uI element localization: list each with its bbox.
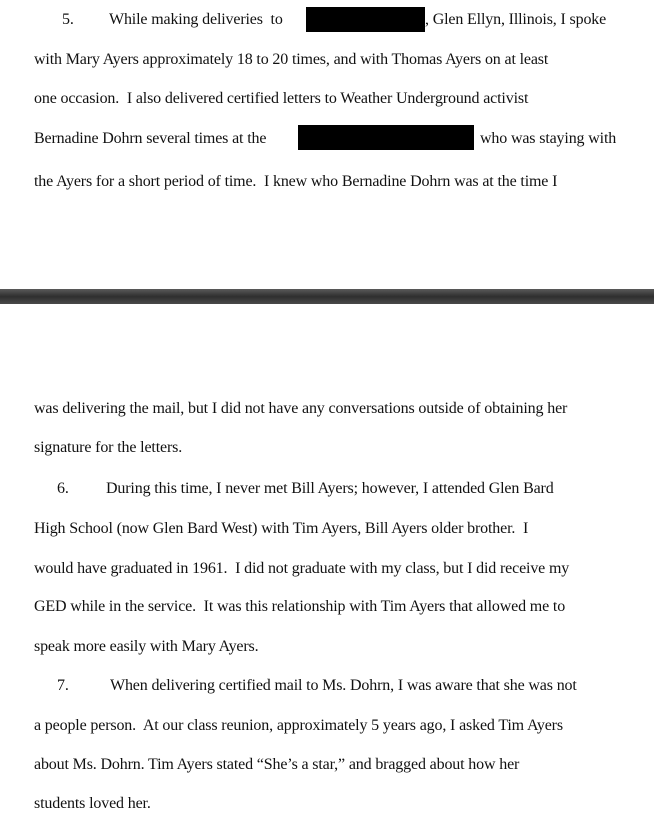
text-line: one occasion. I also delivered certified letters to Weather Underground activist (34, 90, 529, 107)
paragraph-number: 5. (62, 11, 74, 28)
text-line: the Ayers for a short period of time. I knew who Bernadine Dohrn was at the time I (34, 173, 558, 190)
redaction-box (298, 125, 474, 150)
text-line: who was staying with (480, 130, 617, 147)
text-line: speak more easily with Mary Ayers. (34, 638, 259, 655)
text-line: Bernadine Dohrn several times at the (34, 130, 267, 147)
text-line: with Mary Ayers approximately 18 to 20 times, and with Thomas Ayers on at least (34, 51, 549, 68)
page-divider (0, 289, 654, 304)
paragraph-number: 6. (57, 480, 69, 497)
text-line: When delivering certified mail to Ms. Dohrn, I was aware that she was not (110, 677, 577, 694)
paragraph-number: 7. (57, 677, 69, 694)
redaction-box (306, 7, 425, 32)
text-line: would have graduated in 1961. I did not graduate with my class, but I did receive my (34, 560, 570, 577)
text-line: was delivering the mail, but I did not have any conversations outside of obtaining her (34, 400, 568, 417)
text-line: a people person. At our class reunion, approximately 5 years ago, I asked Tim Ayers (34, 717, 563, 734)
text-line: about Ms. Dohrn. Tim Ayers stated “She’s a star,” and bragged about how her (34, 756, 520, 773)
text-line: High School (now Glen Bard West) with Tim Ayers, Bill Ayers older brother. I (34, 520, 529, 537)
text-line: signature for the letters. (34, 439, 183, 456)
text-line: While making deliveries to (109, 11, 283, 28)
text-line: During this time, I never met Bill Ayers; however, I attended Glen Bard (106, 480, 554, 497)
text-line: , Glen Ellyn, Illinois, I spoke (425, 11, 607, 28)
text-line: GED while in the service. It was this relationship with Tim Ayers that allowed me to (34, 598, 566, 615)
text-line: students loved her. (34, 795, 151, 812)
